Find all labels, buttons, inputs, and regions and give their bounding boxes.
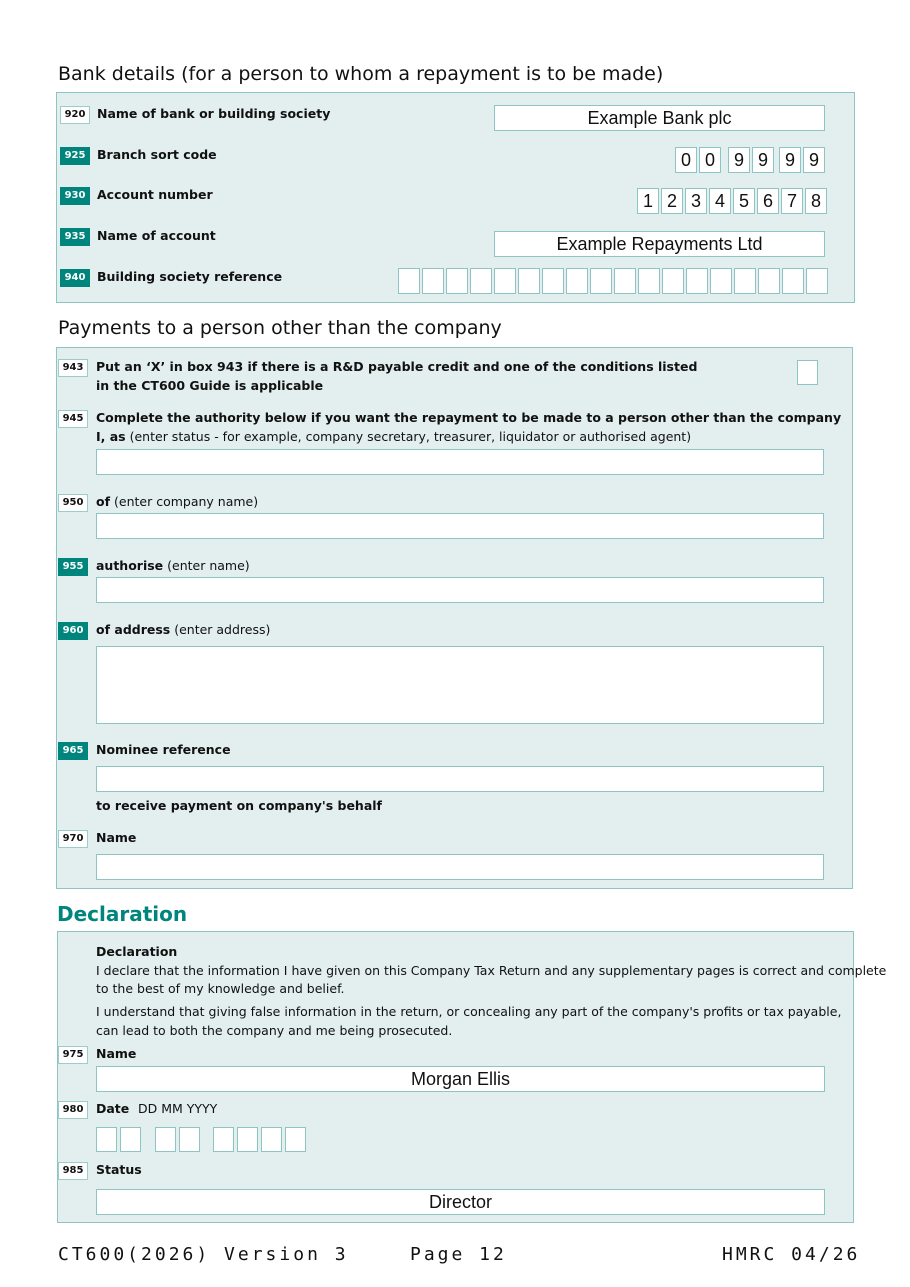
building-society-ref-cell[interactable]: [734, 268, 756, 294]
building-society-ref-cell[interactable]: [542, 268, 564, 294]
date-year-digit[interactable]: [237, 1127, 258, 1152]
status-label-bold: I, as: [96, 429, 126, 444]
status-label: [96, 429, 691, 444]
declarant-name-field[interactable]: Morgan Ellis: [96, 1066, 825, 1092]
building-society-ref-cell[interactable]: [638, 268, 660, 294]
payments-panel: [56, 347, 853, 889]
authority-instruction: Complete the authority below if you want the repayment to be made to a person other than the company: [96, 410, 842, 425]
declaration-section-title: Declaration: [57, 902, 188, 926]
sort-code-digit[interactable]: 9: [803, 147, 825, 173]
sort-code-digit[interactable]: 0: [699, 147, 721, 173]
nominee-reference-label: Nominee reference: [96, 742, 231, 757]
date-day-digit[interactable]: [96, 1127, 117, 1152]
account-number-digit[interactable]: 2: [661, 188, 683, 214]
account-number-digit[interactable]: 3: [685, 188, 707, 214]
box-number-970: 970: [58, 830, 88, 848]
receive-payment-text: to receive payment on company's behalf: [96, 798, 382, 813]
building-society-ref-cell[interactable]: [686, 268, 708, 294]
date-year-digit[interactable]: [285, 1127, 306, 1152]
box-number-980: 980: [58, 1101, 88, 1119]
declaration-panel: [57, 931, 887, 1223]
declaration-para1-line1: I declare that the information I have given on this Company Tax Return and any supplementary pages is correct and complete: [96, 963, 887, 978]
authorise-label-hint: (enter name): [163, 558, 250, 573]
account-number-digit[interactable]: 8: [805, 188, 827, 214]
nominee-name-field[interactable]: [96, 854, 824, 880]
address-label-bold: of address: [96, 622, 171, 637]
rd-credit-label-line1: Put an ‘X’ in box 943 if there is a R&D payable credit and one of the conditions listed: [96, 359, 698, 374]
date-day-digit[interactable]: [120, 1127, 141, 1152]
nominee-reference-field[interactable]: [96, 766, 824, 792]
company-name-field[interactable]: [96, 513, 824, 539]
account-number-digit[interactable]: 6: [757, 188, 779, 214]
account-name-label: Name of account: [97, 228, 216, 243]
box-number-965: 965: [58, 742, 88, 760]
box-number-955: 955: [58, 558, 88, 576]
date-year-digit[interactable]: [213, 1127, 234, 1152]
status-field[interactable]: [96, 449, 824, 475]
sort-code-digit[interactable]: 0: [675, 147, 697, 173]
building-society-ref-cell[interactable]: [806, 268, 828, 294]
sort-code-label: Branch sort code: [97, 147, 217, 162]
building-society-ref-cell[interactable]: [782, 268, 804, 294]
building-society-ref-cell[interactable]: [758, 268, 780, 294]
authorise-name-field[interactable]: [96, 577, 824, 603]
sort-code-digit[interactable]: 9: [752, 147, 774, 173]
box-number-950: 950: [58, 494, 88, 512]
declarant-name-label: Name: [96, 1046, 137, 1061]
box-number-925: 925: [60, 147, 90, 165]
bank-section-title: Bank details (for a person to whom a repayment is to be made): [58, 63, 664, 85]
box-number-930: 930: [60, 187, 90, 205]
footer-form-version: CT600(2026) Version 3: [58, 1244, 349, 1265]
sort-code-digit[interactable]: 9: [779, 147, 801, 173]
account-name-field[interactable]: Example Repayments Ltd: [494, 231, 825, 257]
bank-details-panel: [56, 92, 855, 303]
box-number-920: 920: [60, 106, 90, 124]
company-name-label-bold: of: [96, 494, 111, 509]
box-number-940: 940: [60, 269, 90, 287]
box-number-960: 960: [58, 622, 88, 640]
account-number-digit[interactable]: 7: [781, 188, 803, 214]
building-society-ref-cell[interactable]: [446, 268, 468, 294]
status-label-decl: Status: [96, 1162, 142, 1177]
building-society-ref-cell[interactable]: [398, 268, 420, 294]
building-society-ref-label: Building society reference: [97, 269, 283, 284]
company-name-label-hint: (enter company name): [110, 494, 259, 509]
box-number-943: 943: [58, 359, 88, 377]
nominee-name-label: Name: [96, 830, 137, 845]
rd-credit-label-line2: in the CT600 Guide is applicable: [96, 378, 324, 393]
date-label-bold: Date: [96, 1101, 130, 1116]
account-number-digit[interactable]: 5: [733, 188, 755, 214]
rd-credit-checkbox[interactable]: [797, 360, 818, 385]
date-year-digit[interactable]: [261, 1127, 282, 1152]
declarant-status-field[interactable]: Director: [96, 1189, 825, 1215]
date-label: [96, 1101, 217, 1116]
payments-section-title: Payments to a person other than the company: [58, 317, 502, 339]
box-number-935: 935: [60, 228, 90, 246]
building-society-ref-cell[interactable]: [590, 268, 612, 294]
address-label-hint: (enter address): [170, 622, 271, 637]
footer-page-number: Page 12: [410, 1244, 507, 1265]
date-format-hint: DD MM YYYY: [137, 1101, 218, 1116]
bank-name-field[interactable]: Example Bank plc: [494, 105, 825, 131]
building-society-ref-cell[interactable]: [614, 268, 636, 294]
date-month-digit[interactable]: [155, 1127, 176, 1152]
company-name-label: [96, 494, 258, 509]
building-society-ref-cell[interactable]: [422, 268, 444, 294]
status-label-hint: (enter status - for example, company secretary, treasurer, liquidator or authorised agent): [125, 429, 692, 444]
declaration-para2-line2: can lead to both the company and me being prosecuted.: [96, 1023, 453, 1038]
box-number-945: 945: [58, 410, 88, 428]
building-society-ref-cell[interactable]: [494, 268, 516, 294]
building-society-ref-cell[interactable]: [710, 268, 732, 294]
bank-name-label: Name of bank or building society: [97, 106, 331, 121]
declaration-heading: Declaration: [96, 944, 178, 959]
declaration-para1-line2: to the best of my knowledge and belief.: [96, 981, 345, 996]
authorise-label-bold: authorise: [96, 558, 164, 573]
address-label: [96, 622, 270, 637]
date-month-digit[interactable]: [179, 1127, 200, 1152]
box-number-975: 975: [58, 1046, 88, 1064]
address-field[interactable]: [96, 646, 824, 724]
footer-hmrc-ref: HMRC 04/26: [722, 1244, 861, 1265]
account-number-digit[interactable]: 1: [637, 188, 659, 214]
building-society-ref-cell[interactable]: [470, 268, 492, 294]
box-number-985: 985: [58, 1162, 88, 1180]
account-number-label: Account number: [97, 187, 213, 202]
building-society-ref-cell[interactable]: [662, 268, 684, 294]
building-society-ref-cell[interactable]: [566, 268, 588, 294]
authorise-label: [96, 558, 250, 573]
building-society-ref-cell[interactable]: [518, 268, 540, 294]
declaration-para2-line1: I understand that giving false information in the return, or concealing any part of the company's profits or tax payable,: [96, 1004, 842, 1019]
sort-code-digit[interactable]: 9: [728, 147, 750, 173]
account-number-digit[interactable]: 4: [709, 188, 731, 214]
